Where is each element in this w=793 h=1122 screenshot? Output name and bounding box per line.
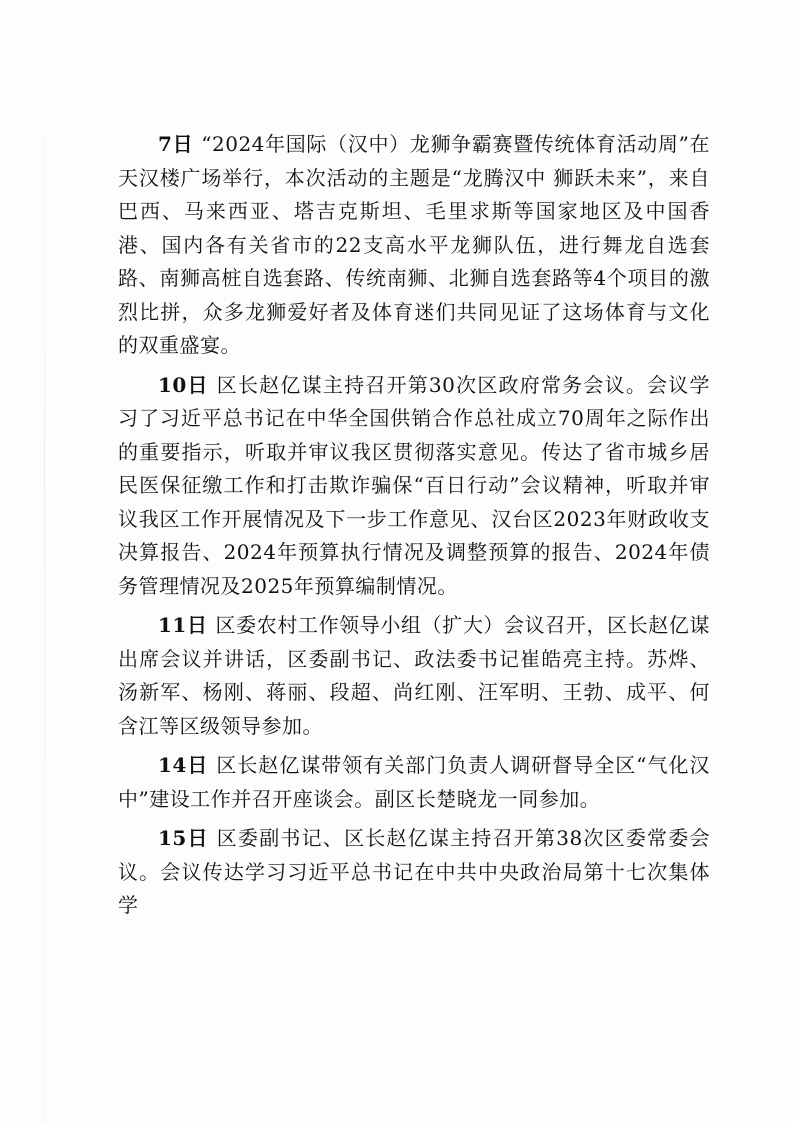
entry-paragraph xyxy=(118,822,710,923)
entry-date: 7日 xyxy=(158,132,194,156)
entry-date: 14日 xyxy=(158,753,209,777)
entry-paragraph xyxy=(118,609,710,743)
entry-paragraph xyxy=(118,749,710,816)
entry-text: “2024年国际（汉中）龙狮争霸赛暨传统体育活动周”在天汉楼广场举行，本次活动的主题是“龙腾汉中 狮跃未来”，来自巴西、马来西亚、塔吉克斯坦、毛里求斯等国家地区及中国香港、国内各有关省市的22支高水平龙狮队伍，进行舞龙自选套路、南狮高桩自选套路、传统南狮、北狮自选套路等4个项目的激烈比拼，众多龙狮爱好者及体育迷们共同见证了这场体育与文化的双重盛宴。 xyxy=(118,132,710,357)
entry-date: 11日 xyxy=(158,613,208,637)
entry-date: 10日 xyxy=(158,372,209,397)
document-body xyxy=(118,128,710,929)
entry-text: 区委农村工作领导小组（扩大）会议召开，区长赵亿谋出席会议并讲话，区委副书记、政法委书记崔皓亮主持。苏烨、汤新军、杨刚、蒋丽、段超、尚红刚、汪军明、王勃、成平、何含江等区级领导参加。 xyxy=(118,613,710,738)
entry-text: 区委副书记、区长赵亿谋主持召开第38次区委常委会议。会议传达学习习近平总书记在中共中央政治局第十七次集体学 xyxy=(118,826,710,917)
entry-text: 区长赵亿谋主持召开第30次区政府常务会议。会议学习了习近平总书记在中华全国供销合作总社成立70周年之际作出的重要指示，听取并审议我区贯彻落实意见。传达了省市城乡居民医保征缴工作和打击欺诈骗保“百日行动”会议精神，听取并审议我区工作开展情况及下一步工作意见、汉台区2023年财政收支决算报告、2024年预算执行情况及调整预算的报告、2024年债务管理情况及2025年预算编制情况。 xyxy=(118,372,710,598)
scan-edge xyxy=(44,0,45,1122)
entry-paragraph xyxy=(118,128,710,363)
entry-text: 区长赵亿谋带领有关部门负责人调研督导全区“气化汉中”建设工作并召开座谈会。副区长楚晓龙一同参加。 xyxy=(118,753,710,811)
entry-paragraph xyxy=(118,369,710,604)
entry-date: 15日 xyxy=(158,826,209,850)
